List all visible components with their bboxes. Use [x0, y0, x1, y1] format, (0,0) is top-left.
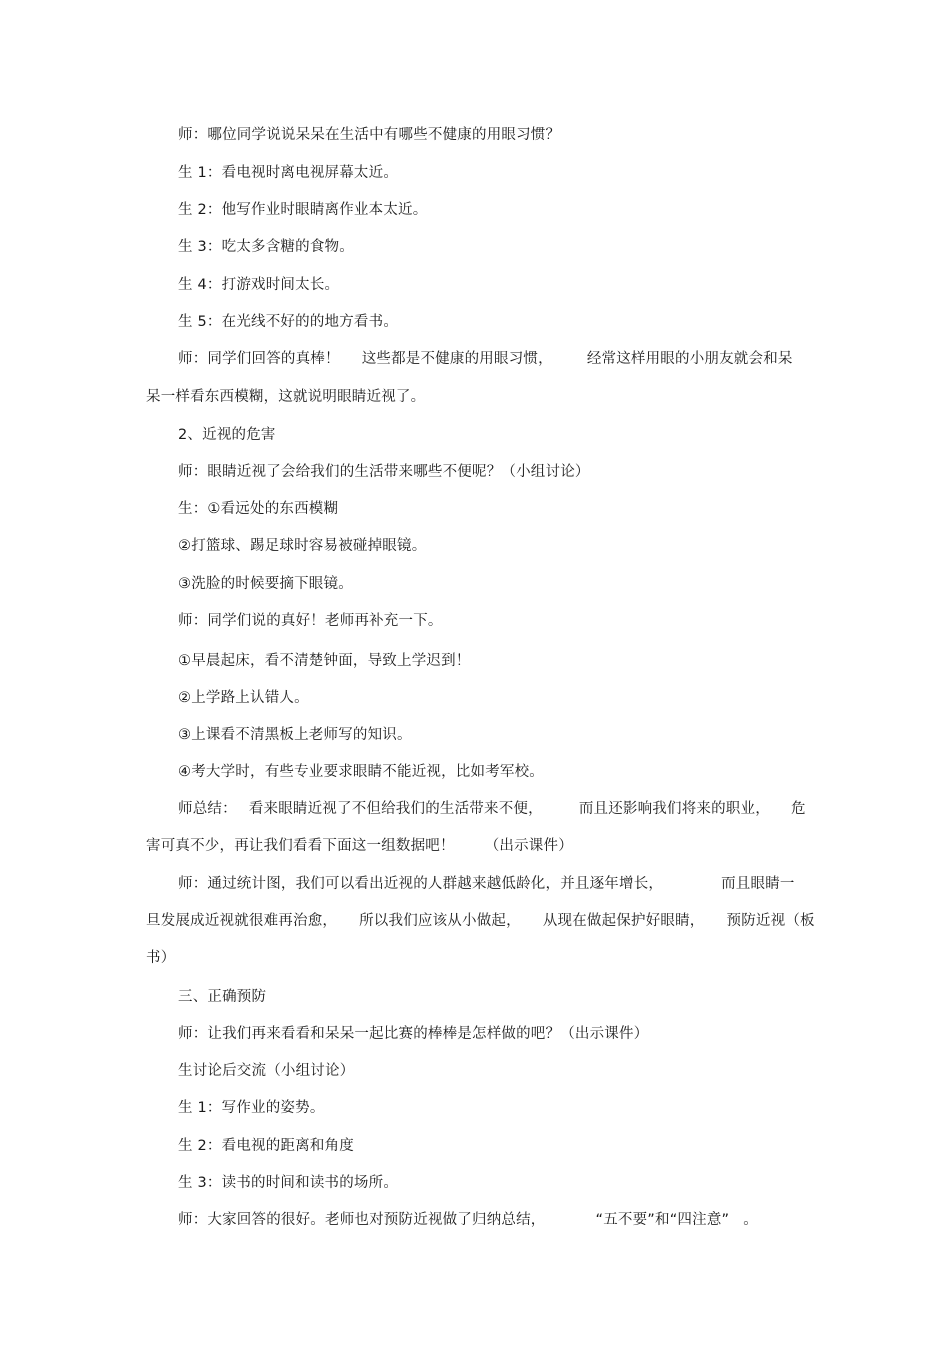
paragraph-line: ①早晨起床，看不清楚钟面，导致上学迟到！ — [178, 653, 471, 669]
paragraph-line: 呆一样看东西模糊，这就说明眼睛近视了。 — [146, 389, 426, 405]
paragraph-line: 生 5：在光线不好的的地方看书。 — [178, 314, 399, 330]
paragraph-line — [178, 874, 795, 894]
text-segment: 看来眼睛近视了不但给我们的生活带来不便， — [248, 801, 543, 817]
text-segment: “五不要”和“四注意” — [595, 1212, 730, 1228]
paragraph-line: 师：同学们说的真好！老师再补充一下。 — [178, 613, 443, 629]
text-segment: 经常这样用眼的小朋友就会和呆 — [586, 351, 793, 367]
text-segment: 这些都是不健康的用眼习惯， — [361, 351, 553, 367]
text-segment: 预防近视（板 — [726, 913, 815, 929]
text-segment: 。 — [743, 1212, 758, 1228]
text-segment: （出示课件） — [484, 838, 573, 854]
paragraph-line: 生 2：看电视的距离和角度 — [178, 1138, 354, 1154]
text-segment: 旦发展成近视就很难再治愈， — [146, 913, 338, 929]
paragraph-line: 生 1：写作业的姿势。 — [178, 1100, 325, 1116]
text-segment: 害可真不少，再让我们看看下面这一组数据吧！ — [146, 838, 455, 854]
paragraph-line: 生讨论后交流（小组讨论） — [178, 1063, 355, 1079]
paragraph-line: 师：让我们再来看看和呆呆一起比赛的棒棒是怎样做的吧？（出示课件） — [178, 1026, 649, 1042]
text-segment: 师：大家回答的很好。老师也对预防近视做了归纳总结， — [178, 1212, 546, 1228]
text-segment: 而且眼睛一 — [721, 876, 795, 892]
paragraph-line: 师：眼睛近视了会给我们的生活带来哪些不便呢？（小组讨论） — [178, 464, 590, 480]
paragraph-line — [178, 349, 793, 369]
text-segment: 所以我们应该从小做起， — [359, 913, 521, 929]
paragraph-line: 生 3：吃太多含糖的食物。 — [178, 239, 354, 255]
paragraph-line: ②打篮球、踢足球时容易被碰掉眼镜。 — [178, 538, 427, 554]
paragraph-line: ③洗脸的时候要摘下眼镜。 — [178, 576, 353, 592]
paragraph-line — [178, 799, 770, 819]
paragraph-line: 师：哪位同学说说呆呆在生活中有哪些不健康的用眼习惯？ — [178, 127, 561, 143]
paragraph-line: 危 — [791, 801, 806, 817]
text-segment: 而且还影响我们将来的职业， — [578, 801, 770, 817]
paragraph-line — [146, 836, 573, 856]
paragraph-line — [146, 911, 815, 931]
paragraph-line: 生 3：读书的时间和读书的场所。 — [178, 1175, 399, 1191]
text-segment: 师：通过统计图，我们可以看出近视的人群越来越低龄化，并且逐年增长， — [178, 876, 664, 892]
paragraph-line — [178, 1210, 758, 1230]
paragraph-line: ④考大学时，有些专业要求眼睛不能近视，比如考军校。 — [178, 764, 544, 780]
paragraph-line: ③上课看不清黑板上老师写的知识。 — [178, 727, 412, 743]
paragraph-line: 书） — [146, 950, 176, 966]
text-segment: 从现在做起保护好眼睛， — [542, 913, 705, 929]
section-heading: 三、正确预防 — [178, 989, 267, 1005]
paragraph-line: 生 1：看电视时离电视屏幕太近。 — [178, 165, 399, 181]
text-segment: 师总结： — [178, 801, 237, 817]
paragraph-line: 生 2：他写作业时眼睛离作业本太近。 — [178, 202, 428, 218]
paragraph-line: ②上学路上认错人。 — [178, 690, 309, 706]
section-heading: 2、近视的危害 — [178, 427, 276, 443]
paragraph-line: 生 4：打游戏时间太长。 — [178, 277, 340, 293]
paragraph-line: 生：①看远处的东西模糊 — [178, 501, 339, 517]
text-segment: 师：同学们回答的真棒！ — [178, 351, 340, 367]
